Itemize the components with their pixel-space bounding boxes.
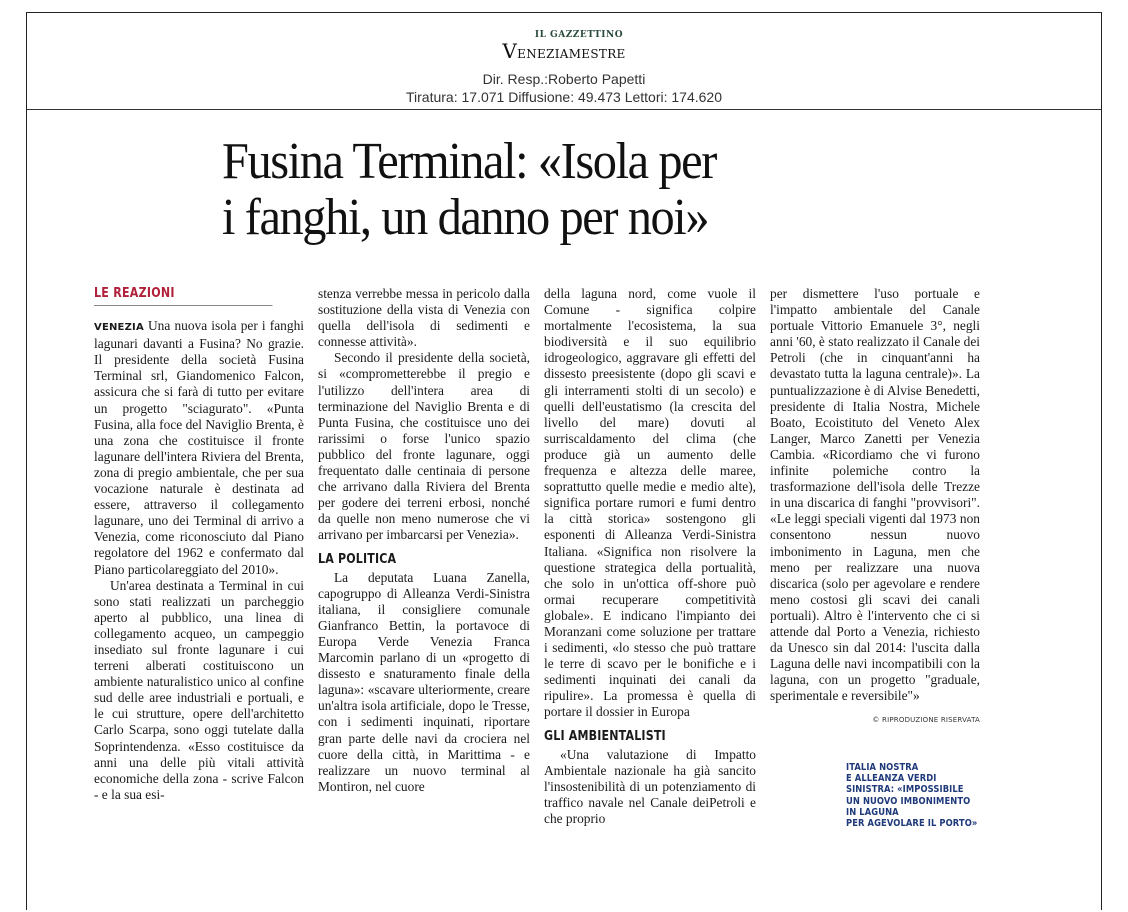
page-header [27,13,1101,110]
paragraph [94,318,304,578]
paragraph: Un'area destinata a Terminal in cui sono stati realizzati un parcheggio aperto al pubblico, una linea di collegamento acqueo, un campeggio insediato sul fronte lagunare i cui terreni alberati costituiscono un ambiente naturalistico unico al confine sud delle aree industriali e portuali, e le cui strutture, opere dell'architetto Carlo Scarpa, sono oggi tutelate dalla Soprintendenza. «Esso costituisce da anni una delle più vitali attività economiche della zona - scrive Falcon - e la sua esi- [94,577,304,802]
sidebar-line: E ALLEANZA VERDI [846,773,937,785]
paragraph-text: Una nuova isola per i fanghi lagunari davanti a Fusina? No grazie. Il presidente della società Fusina Terminal srl, Giandomenico Falcon, assicura che si farà di tutto per evitare un progetto "sciagurato". «Punta Fusina, alla foce del Naviglio Brenta, è una zona che costituisce il fronte lagunare dell'intera Riviera del Brenta, zona di pregio ambientale, che per sua vocazione naturale è destinata ad essere, attraverso il collegamento lagunare, uno dei Terminal di arrivo a Venezia, come riconosciuto dal Piano regolatore del 1962 e confermato dal Piano particolareggiato del 2010». [94,318,304,577]
sidebar-line: SINISTRA: «IMPOSSIBILE [846,784,964,796]
newspaper-logo [27,31,1101,61]
paragraph: Secondo il presidente della società, si «comprometterebbe il pregio e l'utilizzo dell'intera area di terminazione del Naviglio Brenta e di Punta Fusina, che costituisce uno dei rarissimi o forse l'unico spazio pubblico del fronte lagunare, oggi frequentato dalle centinaia di persone che arrivano dalla Riviera del Brenta per godere dei terreni erbosi, nonché da quelle non meno numerose che vi arrivano per imbarcarsi per Venezia». [318,350,530,543]
masthead-initial: V [502,39,518,63]
subhead-politica: LA POLITICA [318,551,397,567]
sidebar-line: PER AGEVOLARE IL PORTO» [846,818,978,830]
paragraph: della laguna nord, come vuole il Comune - significa colpire mortalmente l'ecosistema, la sua biodiversità e il suo equilibrio idrogeologico, aggravare gli effetti del dissesto preesistente (dopo gli scavi e gli interramenti stolti di un secolo) e quelli dell'eustatismo (la crescita del livello del mare) dovuti al surriscaldamento del clima (che produce già un aumento delle frequenza e altezza delle maree, soprattutto quelle medie e medio alte), significa portare rumori e fumi dentro la città storica» sostengono gli esponenti di Alleanza Verdi-Sinistra Italiana. «Significa non risolvere la questione strategica della portualità, che solo in un'ottica off-shore può ormai recuperare competitività globale». E indicano l'impianto dei Moranzani come soluzione per trattare i sedimenti, «lo stesso che può trattare le terre di scavo per le bonifiche e i sedimenti inquinati dei canali da ripulire». La promessa è quella di portare il dossier in Europa [544,286,756,720]
article-headline [222,134,873,246]
masthead-top: IL GAZZETTINO [534,30,624,40]
article-column-4 [770,286,980,729]
headline-line-2: i fanghi, un danno per noi» [222,189,709,246]
article-column-2 [318,286,530,795]
masthead-rest: ENEZIAMESTRE [517,47,626,61]
circulation-line: Tiratura: 17.071 Diffusione: 49.473 Lettori: 174.620 [406,89,722,105]
dateline: VENEZIA [94,322,144,334]
headline-line-1: Fusina Terminal: «Isola per [222,133,716,190]
masthead-bottom [27,41,1101,61]
sidebar-line: IN LAGUNA [846,806,899,818]
paragraph: «Una valutazione di Impatto Ambientale nazionale ha già sancito l'insostenibilità di un potenziamento di traffico navale nel Canale deiPetroli e che proprio [544,746,756,826]
paragraph: La deputata Luana Zanella, capogruppo di Alleanza Verdi-Sinistra italiana, il consigliere comunale Gianfranco Bettin, la portavoce di Europa Verde Venezia Franca Marcomin parlano di un «progetto di dissesto e snaturamento finale della laguna»: «scavare ulteriormente, creare un'altra isola artificiale, dopo le Tresse, con i sedimenti inquinati, riportare gran parte delle navi da crociera nel cuore della città, in Marittima - e realizzare un nuovo terminal al Montiron, nel cuore [318,569,530,794]
paragraph: per dismettere l'uso portuale e l'impatto ambientale del Canale portuale Vittorio Emanuele 3°, negli anni '60, è stato realizzato il Canale dei Petroli (che in cinquant'anni ha devastato tutta la laguna centrale)». La puntualizzazione è di Alvise Benedetti, presidente di Italia Nostra, Michele Boato, Ecoistituto del Veneto Alex Langer, Marco Zanetti per Venezia Cambia. «Ricordiamo che vi furono infinite polemiche contro la trasformazione dell'isola delle Trezze in una discarica di fanghi "provvisori". «Le leggi speciali vigenti dal 1973 non consentono nessun nuovo imbonimento in Laguna, men che meno per realizzare una nuova discarica (solo per agevolare e rendere meno costosi gli scavi dei canali portuali). Altro è l'intervento che ci si attende dal Porto a Venezia, richiesto da Unesco sin dal 2014: l'uscita dalla Laguna delle navi incompatibili con la laguna, con un progetto "graduale, sperimentale e reversibile"» [770,286,980,704]
paragraph: stenza verrebbe messa in pericolo dalla sostituzione della vista di Venezia con quella dell'isola di sedimenti e connesse attività». [318,286,530,350]
sidebar-summary [846,762,1022,829]
subhead-ambientalisti: GLI AMBIENTALISTI [544,728,666,744]
director-line: Dir. Resp.:Roberto Papetti [482,71,646,87]
sidebar-line: ITALIA NOSTRA [846,762,919,773]
copyright-notice: © RIPRODUZIONE RISERVATA [872,716,980,725]
article-column-3 [544,286,756,827]
article-column-1 [94,286,304,803]
section-kicker: LE REAZIONI [94,286,273,306]
sidebar-line: UN NUOVO IMBONIMENTO [846,795,971,807]
